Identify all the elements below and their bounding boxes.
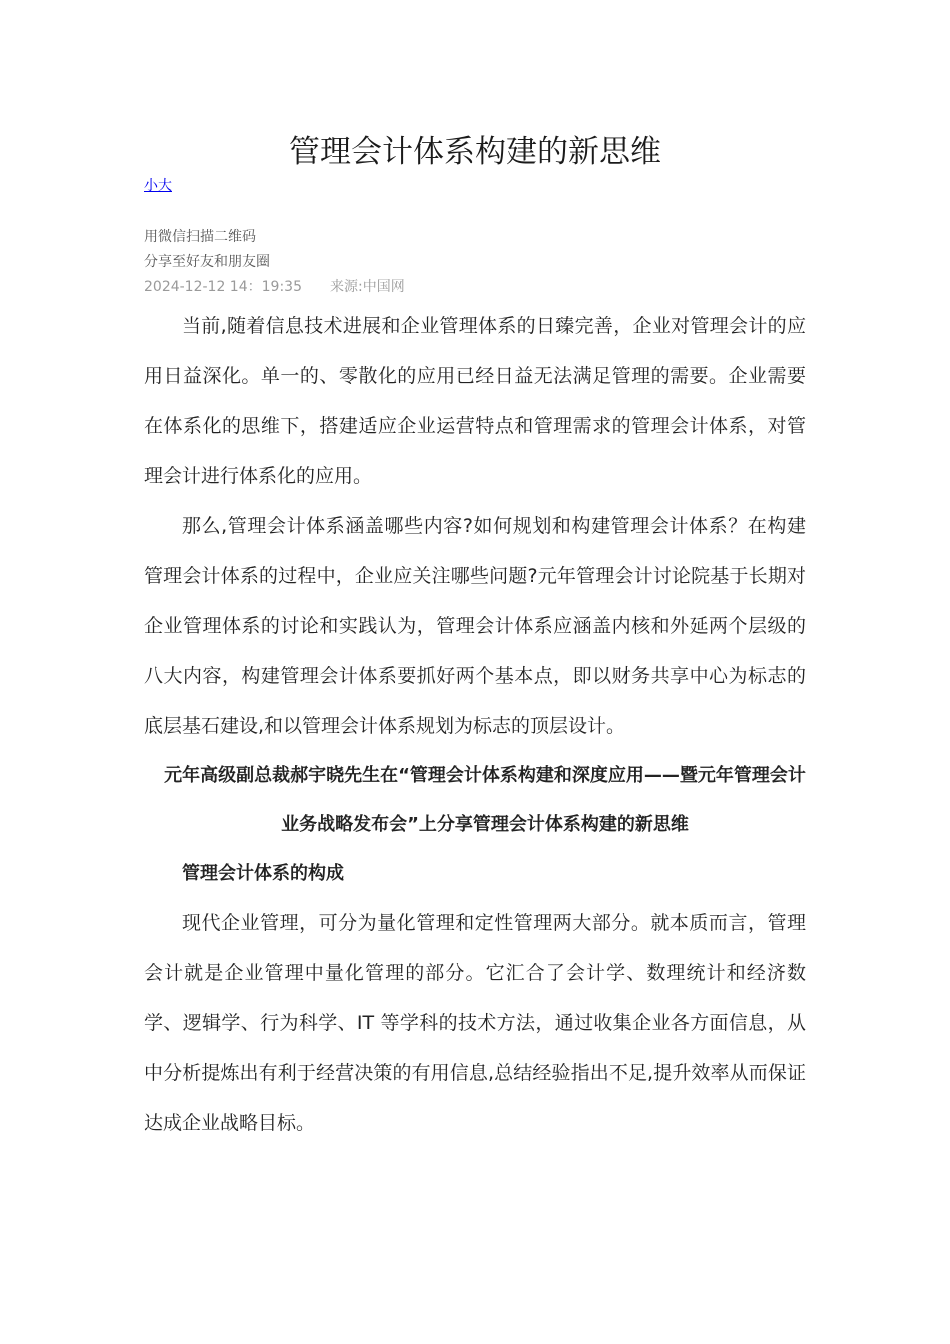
paragraph-2: 那么,管理会计体系涵盖哪些内容?如何规划和构建管理会计体系？在构建管理会计体系的过程中，企业应关注哪些问题?元年管理会计讨论院基于长期对企业管理体系的讨论和实践认为，管理会计体系应涵盖内核和外延两个层级的八大内容，构建管理会计体系要抓好两个基本点，即以财务共享中心为标志的底层基石建设,和以管理会计体系规划为标志的顶层设计。 [144, 515, 806, 737]
section-heading: 管理会计体系的构成 [182, 863, 344, 884]
article-body [144, 301, 806, 1148]
paragraph-3: 现代企业管理，可分为量化管理和定性管理两大部分。就本质而言，管理会计就是企业管理中量化管理的部分。它汇合了会计学、数理统计和经济数学、逻辑学、行为科学、IT 等学科的技术方法，通过收集企业各方面信息，从中分析提炼出有利于经营决策的有用信息,总结经验指出不足,提升效率从而保证达成企业战略目标。 [144, 912, 806, 1134]
share-instruction-line1: 用微信扫描二维码 [144, 229, 256, 245]
publish-datetime: 2024-12-12 14：19:35 [144, 279, 302, 295]
author-link[interactable]: 小大 [144, 178, 172, 194]
image-caption: 元年高级副总裁郝宇晓先生在“管理会计体系构建和深度应用——暨元年管理会计业务战略发布会”上分享管理会计体系构建的新思维 [164, 765, 806, 835]
paragraph-1: 当前,随着信息技术进展和企业管理体系的日臻完善，企业对管理会计的应用日益深化。单一的、零散化的应用已经日益无法满足管理的需要。企业需要在体系化的思维下，搭建适应企业运营特点和管理需求的管理会计体系，对管理会计进行体系化的应用。 [144, 315, 806, 487]
article-source: 来源:中国网 [329, 279, 405, 295]
article-meta [144, 277, 405, 297]
share-instruction-line2: 分享至好友和朋友圈 [144, 254, 270, 270]
article-title: 管理会计体系构建的新思维 [289, 134, 661, 170]
